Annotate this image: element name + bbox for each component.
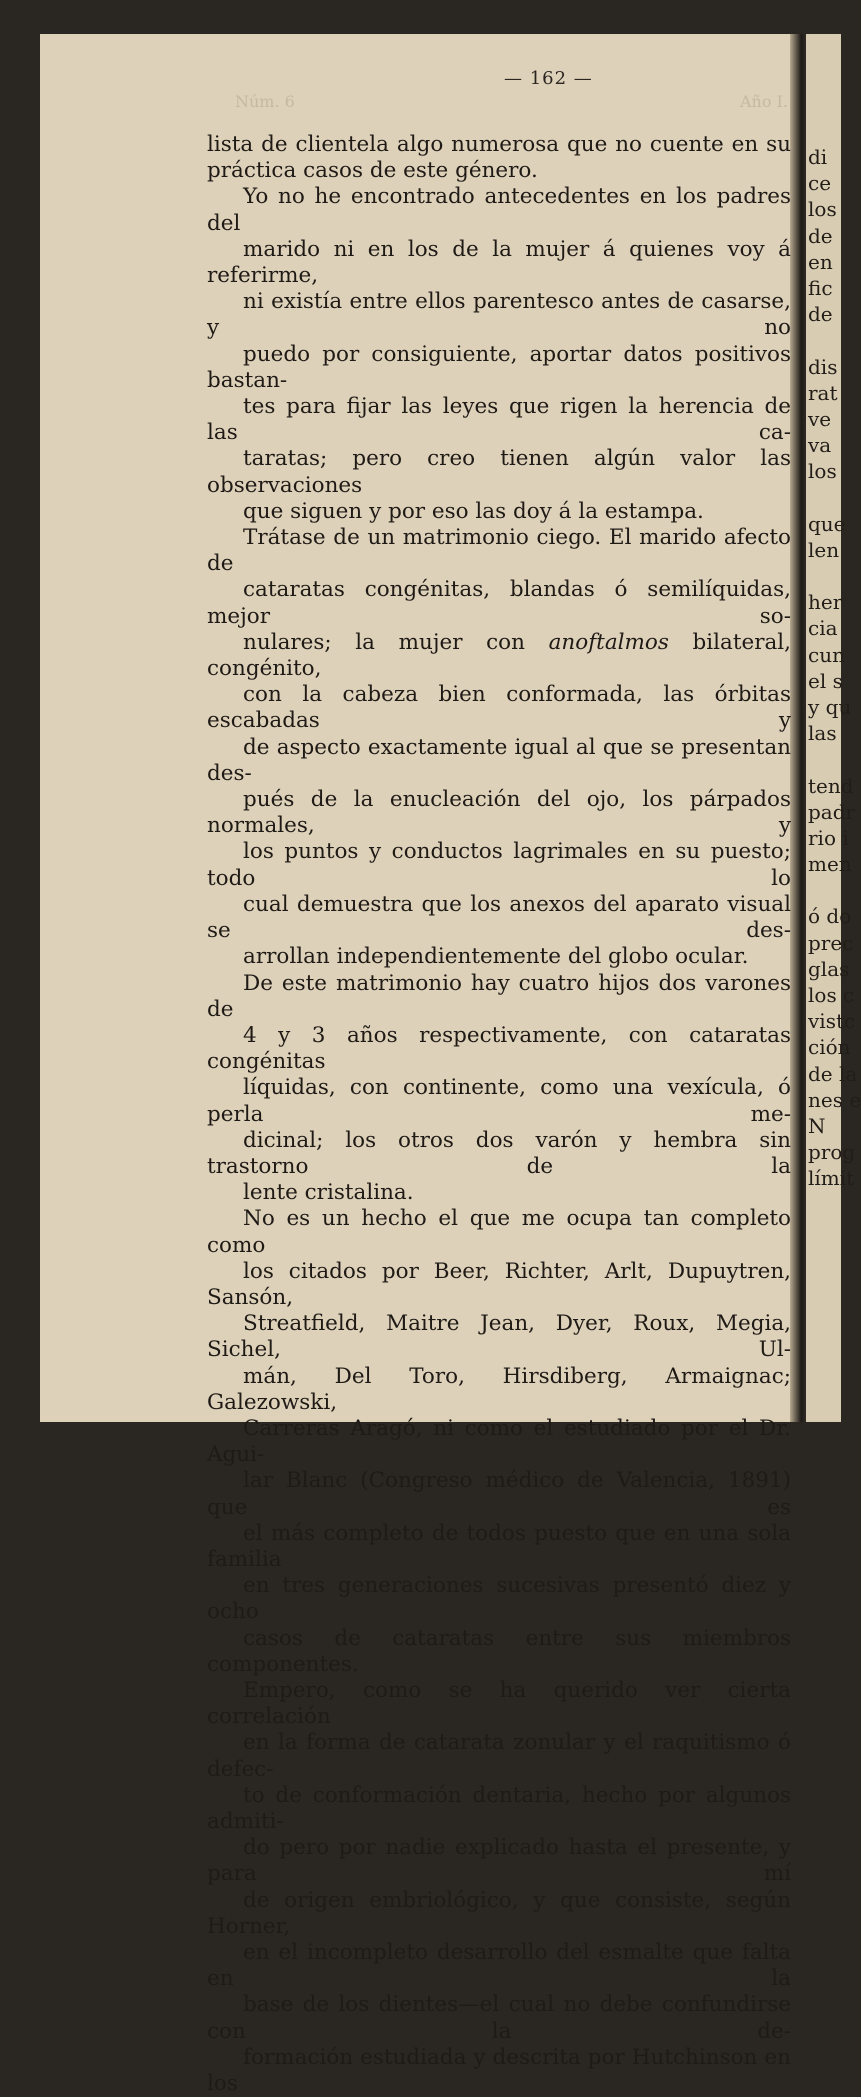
text-line: De este matrimonio hay cuatro hijos dos varones de	[207, 970, 791, 1022]
next-page-fragment: los	[808, 459, 837, 484]
text-line: Trátase de un matrimonio ciego. El marido afecto de	[207, 525, 791, 577]
text-line: en el incompleto desarrollo del esmalte que falta en la	[207, 1940, 791, 1992]
text-line: en tres generaciones sucesivas presentó diez y ocho	[207, 1573, 791, 1625]
next-page-fragment: vistc	[808, 1009, 856, 1034]
next-page-fragment: rat	[808, 380, 838, 405]
text-line: arrollan independientemente del globo ocular.	[243, 944, 749, 970]
next-page-fragment: glas	[808, 956, 850, 981]
next-page-fragment: her	[808, 590, 843, 615]
text-line: mán, Del Toro, Hirsdiberg, Armaignac; Galezowski,	[207, 1363, 791, 1415]
next-page-fragment: len	[808, 537, 840, 562]
next-page-fragment: de la	[808, 1061, 858, 1086]
next-page-fragment: los	[808, 197, 837, 222]
text-line: cataratas congénitas, blandas ó semilíquidas, mejor so-	[207, 577, 791, 629]
next-page-fragment: N	[808, 1113, 826, 1138]
next-page-fragment: ve	[808, 406, 832, 431]
next-page-fragment: límit	[808, 1166, 855, 1191]
paragraph-3	[207, 525, 791, 970]
text-line: Empero, como se ha querido ver cierta correlación	[207, 1677, 791, 1730]
page-number: — 162 —	[504, 68, 593, 89]
text-line: lar Blanc (Congreso médico de Valencia, 1891) que es	[207, 1468, 791, 1520]
text-line: puedo por consiguiente, aportar datos positivos bastan-	[207, 341, 791, 393]
text-line: 4 y 3 años respectivamente, con cataratas congénitas	[207, 1022, 791, 1075]
text-line: de aspecto exactamente igual al que se presentan des-	[207, 734, 791, 786]
next-page-fragment: ción	[808, 1035, 851, 1060]
next-page-fragment: en	[808, 249, 833, 274]
paragraph-6	[207, 1678, 791, 2097]
paragraph-2	[207, 184, 791, 525]
text-line: formación estudiada y descrita por Hutchinson en los	[207, 2044, 791, 2097]
next-page-fragment: fic	[808, 275, 833, 300]
page-body	[207, 132, 791, 2097]
text-line: Carreras Aragó, ni como el estudiado por el Dr. Agui-	[207, 1415, 791, 1468]
next-page-fragment: las	[808, 721, 837, 746]
next-page-text-fragments	[808, 144, 861, 1192]
text-line: marido ni en los de la mujer á quienes voy á referirme,	[207, 236, 791, 289]
next-page-fragment: los c	[808, 983, 855, 1007]
next-page-fragment: cia	[808, 616, 838, 641]
paragraph-5	[207, 1206, 791, 1678]
text-line: lente cristalina.	[243, 1180, 414, 1206]
text-line: práctica casos de este género.	[207, 158, 538, 184]
next-page-fragment: di	[808, 145, 828, 169]
page-header	[40, 68, 800, 111]
next-page-fragment: nes e	[808, 1087, 861, 1112]
paragraph-1	[207, 132, 791, 184]
next-page-fragment: de	[808, 302, 833, 327]
bleed-through-left: Núm. 6	[235, 92, 295, 111]
text-line: do pero por nadie explicado hasta el presente, y para mí	[207, 1835, 791, 1887]
bleed-through-right: Año I.	[740, 92, 788, 111]
next-page-fragment: men	[808, 852, 852, 877]
text-line: to de conformación dentaria, hecho por algunos admiti-	[207, 1782, 791, 1834]
text-line: pués de la enucleación del ojo, los párpados normales, y	[207, 787, 791, 839]
text-line: tes para fijar las leyes que rigen la herencia de las ca-	[207, 394, 791, 446]
next-page-fragment: ó do	[808, 904, 852, 929]
next-page-fragment: rio i	[808, 825, 849, 850]
text-line: los puntos y conductos lagrimales en su puesto; todo lo	[207, 839, 791, 891]
next-page-fragment: dis	[808, 354, 838, 379]
text-line: Yo no he encontrado antecedentes en los padres del	[207, 184, 791, 236]
text-line: lista de clientela algo numerosa que no cuente en su	[207, 132, 791, 157]
text-line: los citados por Beer, Richter, Arlt, Dupuytren, Sansón,	[207, 1258, 791, 1310]
next-page-fragment: ce	[808, 171, 832, 196]
text-line: líquidas, con continente, como una vexícula, ó perla me-	[207, 1075, 791, 1127]
text-line: casos de cataratas entre sus miembros componentes.	[207, 1625, 791, 1677]
text-line: base de los dientes—el cual no debe confundirse con la de-	[207, 1992, 791, 2044]
paragraph-4	[207, 971, 791, 1207]
next-page-fragment: padr	[808, 799, 856, 824]
text-line: cual demuestra que los anexos del aparato visual se des-	[207, 891, 791, 944]
text-line: en la forma de catarata zonular y el raquitismo ó defec-	[207, 1730, 791, 1782]
next-page-fragment: y qu	[808, 694, 852, 719]
next-page-fragment: prec	[808, 930, 854, 955]
next-page-fragment: el s	[808, 668, 843, 693]
text-line: No es un hecho el que me ocupa tan completo como	[207, 1206, 791, 1258]
text-line: el más completo de todos puesto que en una sola familia	[207, 1520, 791, 1572]
text-line: que siguen y por eso las doy á la estampa.	[243, 498, 704, 524]
text-line: dicinal; los otros dos varón y hembra sin trastorno de la	[207, 1127, 791, 1179]
text-line: con la cabeza bien conformada, las órbitas escabadas y	[207, 682, 791, 734]
text-line: de origen embriológico, y que consiste, según Horner,	[207, 1887, 791, 1939]
next-page-fragment: va	[808, 433, 832, 458]
next-page-fragment: que	[808, 511, 846, 536]
text-line: Streatfield, Maitre Jean, Dyer, Roux, Megia, Sichel, Ul-	[207, 1311, 791, 1363]
italic-term: anoftalmos	[548, 629, 669, 655]
text-line: ni existía entre ellos parentesco antes de casarse, y no	[207, 289, 791, 341]
text-line: taratas; pero creo tienen algún valor las observaciones	[207, 446, 791, 498]
next-page-fragment: de	[808, 223, 833, 248]
text-line: nulares; la mujer con anoftalmos bilateral, congénito,	[207, 629, 792, 682]
next-page-fragment: cun	[808, 642, 845, 667]
next-page-fragment: tend	[808, 773, 854, 798]
next-page-fragment: prog	[808, 1140, 856, 1165]
